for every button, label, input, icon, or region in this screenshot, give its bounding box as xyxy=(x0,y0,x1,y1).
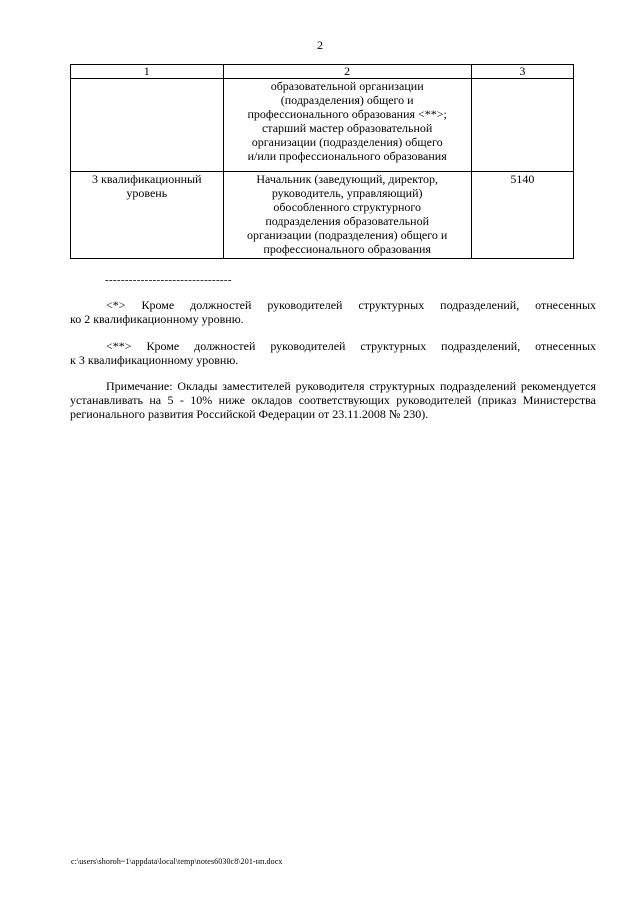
footnote-2 xyxy=(70,339,596,367)
remark-note xyxy=(70,379,596,421)
level-cell xyxy=(71,172,224,259)
table-header-cell: 3 xyxy=(471,65,573,79)
table-row xyxy=(71,172,574,259)
table-header-cell: 1 xyxy=(71,65,224,79)
table-header-cell: 2 xyxy=(223,65,471,79)
footnote-text: к 3 квалификационному уровню. xyxy=(70,353,239,367)
position-line: образовательной организации xyxy=(270,79,424,93)
position-cell xyxy=(223,172,471,259)
salary-cell xyxy=(471,79,573,172)
footnote-text: ко 2 квалификационному уровню. xyxy=(70,312,244,326)
position-line: профессионального образования <**>; xyxy=(247,107,447,121)
footer-file-path: c:\users\shoroh~1\appdata\local\temp\notes6030c8\201-нп.docx xyxy=(71,857,283,866)
footnote-text: <*> Кроме должностей руководителей структурных подразделений, отнесенных xyxy=(106,298,596,312)
level-line: уровень xyxy=(126,186,168,200)
position-line: подразделения образовательной xyxy=(265,214,429,228)
footnote-separator: -------------------------------- xyxy=(105,274,232,286)
remark-text: устанавливать на 5 - 10% ниже окладов соответствующих руководителей (приказ Министерства xyxy=(70,393,596,407)
position-line: обособленного структурного xyxy=(273,200,422,214)
remark-text: регионального развития Российской Федерации от 23.11.2008 № 230). xyxy=(70,407,429,421)
position-line: Начальник (заведующий, директор, xyxy=(256,172,439,186)
position-line: организации (подразделения) общего xyxy=(251,135,443,149)
table-row xyxy=(71,79,574,172)
salary-cell: 5140 xyxy=(471,172,573,259)
table-header-row xyxy=(71,65,574,79)
level-line: 3 квалификационный xyxy=(92,172,202,186)
qualification-table xyxy=(70,64,574,259)
position-line: организации (подразделения) общего и xyxy=(247,228,448,242)
footnote-1 xyxy=(70,298,596,326)
position-line: старший мастер образовательной xyxy=(261,121,433,135)
level-cell xyxy=(71,79,224,172)
remark-text: Примечание: Оклады заместителей руководителя структурных подразделений рекомендуется xyxy=(106,379,596,393)
position-line: руководитель, управляющий) xyxy=(271,186,423,200)
position-line: (подразделения) общего и xyxy=(280,93,414,107)
page-number: 2 xyxy=(317,38,323,52)
position-cell xyxy=(223,79,471,172)
position-line: профессионального образования xyxy=(263,242,431,256)
footnote-text: <**> Кроме должностей руководителей структурных подразделений, отнесенных xyxy=(106,339,596,353)
position-line: и/или профессионального образования xyxy=(247,149,447,163)
